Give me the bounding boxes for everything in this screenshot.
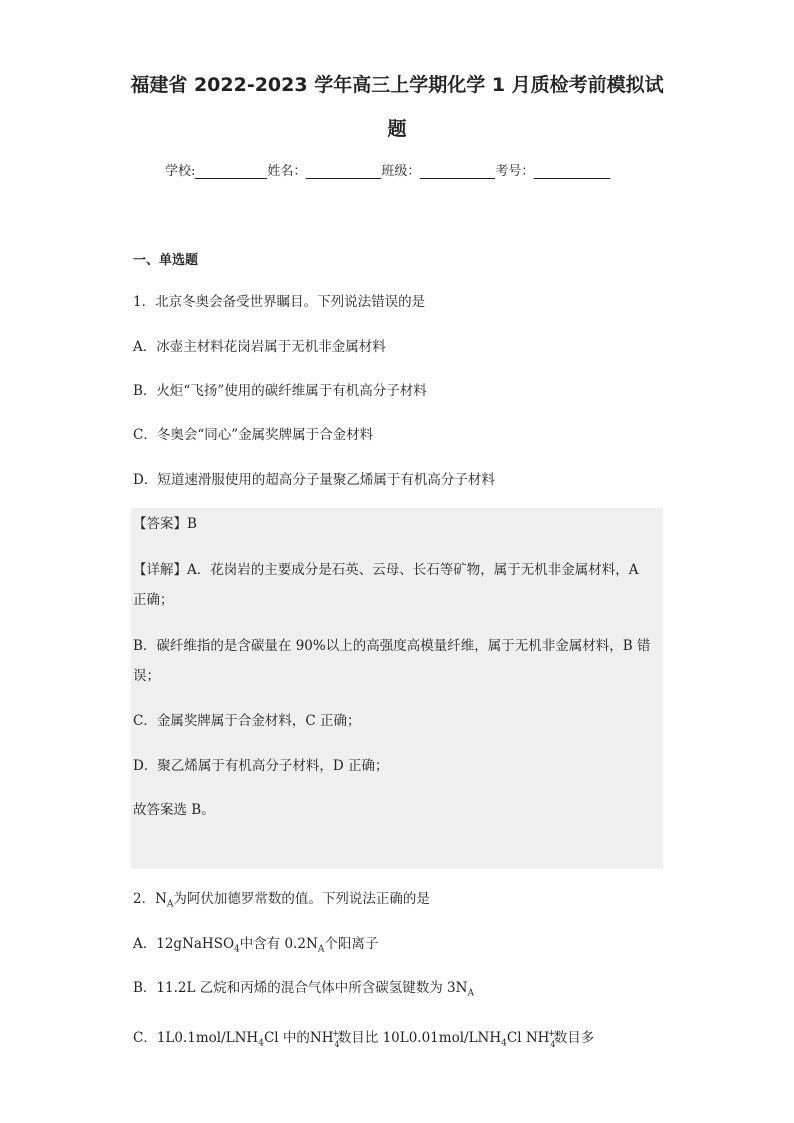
q2-a-sub2: A xyxy=(317,944,325,955)
student-info-row xyxy=(165,160,610,179)
section-heading: 一、单选题 xyxy=(133,253,199,268)
ion2-charge: + xyxy=(547,1029,556,1039)
q1-conclusion: 故答案选 B。 xyxy=(133,802,215,818)
q1-option-b: B．火炬“飞扬”使用的碳纤维属于有机高分子材料 xyxy=(133,383,427,399)
q2-stem xyxy=(133,890,430,914)
q2-a-sub: 4 xyxy=(234,944,240,955)
q2-a-mid: 中含有 0.2N xyxy=(239,936,318,952)
q1-detail-b-cont: 误； xyxy=(133,668,160,684)
q1-stem: 1．北京冬奥会备受世界瞩目。下列说法错误的是 xyxy=(133,294,426,310)
q2-num: 2．N xyxy=(133,891,167,907)
q2-b-pre: B．11.2L 乙烷和丙烯的混合气体中所含碳氢键数为 3N xyxy=(133,980,468,996)
doc-title-line1: 福建省 2022-2023 学年高三上学期化学 1 月质检考前模拟试 xyxy=(130,74,664,96)
ammonium-ion-2 xyxy=(525,1029,556,1049)
ion2-text: NH xyxy=(525,1030,550,1046)
q2-c-sub1: 4 xyxy=(258,1038,264,1049)
q2-c-mid3: Cl xyxy=(506,1030,526,1046)
ion1-charge: + xyxy=(331,1029,340,1039)
ion2-sub: 4 xyxy=(550,1040,556,1049)
detail-label: 【详解】 xyxy=(133,562,187,578)
q2-c-pre: C．1L0.1mol/LNH xyxy=(133,1030,259,1046)
q2-b-sub: A xyxy=(467,988,474,999)
ion1-text: NH xyxy=(309,1030,334,1046)
q2-c-post: 数目多 xyxy=(553,1030,595,1046)
q2-stem-text: 为阿伏加德罗常数的值。下列说法正确的是 xyxy=(173,891,430,907)
q2-option-c xyxy=(133,1029,594,1053)
q1-answer: 【答案】B xyxy=(133,516,197,532)
ion1-sub: 4 xyxy=(334,1040,340,1049)
q1-detail-c: C．金属奖牌属于合金材料，C 正确； xyxy=(133,713,361,729)
name-blank xyxy=(306,164,381,179)
q2-c-sub2: 4 xyxy=(501,1038,507,1049)
school-blank xyxy=(195,164,267,179)
q1-option-a: A．冰壶主材料花岗岩属于无机非金属材料 xyxy=(133,339,386,355)
q1-detail-a-cont: 正确； xyxy=(133,592,174,608)
q1-detail-d: D．聚乙烯属于有机高分子材料，D 正确； xyxy=(133,758,389,774)
exam-no-blank xyxy=(534,164,610,179)
q1-option-d: D．短道速滑服使用的超高分子量聚乙烯属于有机高分子材料 xyxy=(133,472,495,488)
q2-sub: A xyxy=(166,899,174,910)
ammonium-ion-1 xyxy=(309,1029,340,1049)
q2-a-post: 个阳离子 xyxy=(324,936,379,952)
school-label: 学校: xyxy=(165,164,196,179)
doc-title-line2: 题 xyxy=(387,118,407,140)
q2-option-a xyxy=(133,935,378,959)
q2-c-mid2: 数目比 10L0.01mol/LNH xyxy=(337,1030,502,1046)
q2-c-mid1: Cl 中的 xyxy=(263,1030,310,1046)
q2-option-b xyxy=(133,979,474,1003)
q1-detail-b: B．碳纤维指的是含碳量在 90%以上的高强度高模量纤维，属于无机非金属材料，B 错 xyxy=(133,638,651,654)
q1-detail-a xyxy=(133,561,639,579)
exam-no-label: 考号： xyxy=(495,164,535,179)
class-label: 班级： xyxy=(381,164,421,179)
q2-a-pre: A．12gNaHSO xyxy=(133,936,235,952)
class-blank xyxy=(420,164,495,179)
name-label: 姓名： xyxy=(267,164,307,179)
detail-a-text: A．花岗岩的主要成分是石英、云母、长石等矿物，属于无机非金属材料，A xyxy=(187,562,639,578)
q1-option-c: C．冬奥会“同心”金属奖牌属于合金材料 xyxy=(133,427,374,443)
